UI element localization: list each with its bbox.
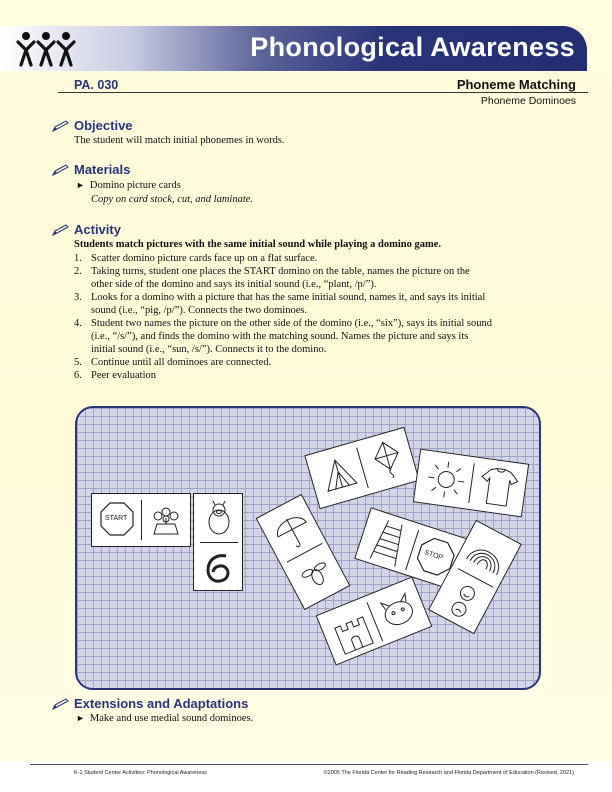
extensions-heading xyxy=(52,696,248,711)
activity-heading-label: Activity xyxy=(74,222,121,237)
children-logo-icon xyxy=(16,30,76,68)
materials-heading-label: Materials xyxy=(74,162,131,177)
plant-icon xyxy=(146,504,186,536)
activity-step: 6. Peer evaluation xyxy=(74,370,157,381)
stop-label: STOP xyxy=(423,549,444,562)
header-divider xyxy=(58,92,588,93)
materials-note: Copy on card stock, cut, and laminate. xyxy=(91,194,254,205)
activity-step: 4. Student two names the picture on the other side of the domino (i.e., “six”), says its initial sound (i.e., “/s/”), and finds the domino with the matching sound. Names the picture and says its initial sound (i.e., “sun, /s/”). Connects it to the domino. xyxy=(74,318,492,355)
extensions-item-label: Make and use medial sound dominoes. xyxy=(89,713,254,724)
sun-icon xyxy=(425,457,468,502)
subtopic-title: Phoneme Dominoes xyxy=(480,95,576,107)
materials-item xyxy=(76,179,181,192)
pig-six-domino-card xyxy=(193,493,243,591)
extensions-heading-label: Extensions and Adaptations xyxy=(74,696,249,711)
start-label: START xyxy=(105,515,128,522)
pencil-icon xyxy=(52,120,70,132)
topic-title: Phoneme Matching xyxy=(456,77,576,92)
pencil-icon xyxy=(52,698,70,710)
footer-right: ©2005 The Florida Center for Reading Research and Florida Department of Education (Revised, 2021) xyxy=(323,770,574,776)
pig-icon xyxy=(201,500,237,538)
activity-code: PA. 030 xyxy=(74,78,119,92)
triangle-bullet-icon: ► xyxy=(76,713,85,723)
activity-step: 3. Looks for a domino with a picture that has the same initial sound, names it, and says its initial sound (i.e., “pig, /p/”). Connects the two dominoes. xyxy=(74,292,486,316)
fly-icon xyxy=(294,552,339,599)
pencil-icon xyxy=(52,224,70,236)
banner-title: Phonological Awareness xyxy=(250,32,575,62)
sun-shirt-domino-card xyxy=(413,449,529,518)
pencil-icon xyxy=(52,164,70,176)
tent-kite-domino-card xyxy=(304,427,419,509)
start-domino-card xyxy=(91,493,191,547)
objective-text: The student will match initial phonemes in words. xyxy=(74,135,285,146)
objective-heading xyxy=(52,118,133,133)
activity-intro: Students match pictures with the same initial sound while playing a domino game. xyxy=(74,239,442,250)
domino-divider xyxy=(468,463,475,503)
domino-divider xyxy=(141,500,142,540)
header-banner xyxy=(0,26,587,71)
shirt-icon xyxy=(476,464,521,509)
domino-divider xyxy=(200,542,238,543)
kite-icon xyxy=(363,435,412,484)
activity-step: 2. Taking turns, student one places the START domino on the table, names the picture on the other side of the domino and says its initial sound (i.e., “plant, /p/”). xyxy=(74,266,470,290)
extensions-item xyxy=(76,712,253,725)
footer-left: K-1 Student Center Activities: Phonological Awareness xyxy=(74,770,207,776)
footer-divider xyxy=(30,764,588,765)
objective-heading-label: Objective xyxy=(74,118,133,133)
materials-item-label: Domino picture cards xyxy=(89,180,181,191)
faces-icon xyxy=(438,576,488,626)
activity-heading xyxy=(52,222,121,237)
activity-steps xyxy=(74,252,544,382)
activity-step: 5. Continue until all dominoes are connected. xyxy=(74,357,272,368)
cat-icon xyxy=(374,587,423,636)
triangle-bullet-icon: ► xyxy=(76,180,85,190)
tent-icon xyxy=(315,451,362,498)
activity-step: 1. Scatter domino picture cards face up on a flat surface. xyxy=(74,253,318,264)
six-icon xyxy=(202,550,236,584)
materials-heading xyxy=(52,162,130,177)
umbrella-fly-domino-card xyxy=(256,494,351,610)
domino-illustration xyxy=(75,406,541,690)
